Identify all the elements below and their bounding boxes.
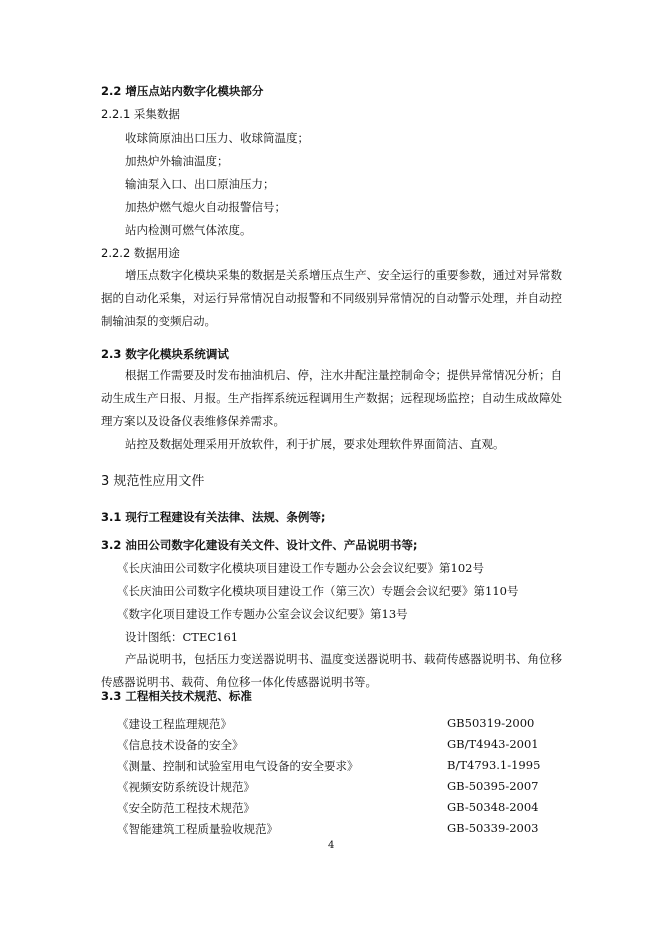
collect-item: 加热炉外输油温度； [125,154,229,168]
product-manual-paragraph: 产品说明书，包括压力变送器说明书、温度变送器说明书、载荷传感器说明书、角位移传感器说明书、载荷、角位移一体化传感器说明书等。 [101,652,562,689]
collect-item: 站内检测可燃气体浓度。 [125,223,252,237]
section-2-2-1-heading: 2.2.1 采集数据 [101,107,180,121]
page-number: 4 [328,840,335,851]
section-2-2-2-heading: 2.2.2 数据用途 [101,246,180,260]
standard-name: 《信息技术设备的安全》 [117,738,244,752]
standard-code: GB-50339-2003 [447,821,539,835]
collect-item: 收球筒原油出口压力、收球筒温度； [125,131,309,145]
standard-name: 《安全防范工程技术规范》 [117,801,255,815]
section-2-2-heading: 2.2 增压点站内数字化模块部分 [101,84,264,98]
collect-item: 输油泵入口、出口原油压力； [125,177,275,191]
section-2-2-2-paragraph: 增压点数字化模块采集的数据是关系增压点生产、安全运行的重要参数，通过对异常数据的自动化采集，对运行异常情况自动报警和不同级别异常情况的自动警示处理，并自动控制输油泵的变频启动。 [101,268,562,328]
section-3-heading: 3 规范性应用文件 [101,474,205,489]
standard-code: GB-50348-2004 [447,800,539,814]
collect-item: 加热炉燃气熄火自动报警信号； [125,200,286,214]
standard-code: GB/T4943-2001 [447,737,539,751]
standard-code: GB50319-2000 [447,716,535,730]
standard-name: 《测量、控制和试验室用电气设备的安全要求》 [117,759,359,773]
section-3-1-heading: 3.1 现行工程建设有关法律、法规、条例等; [101,510,326,524]
section-2-3-paragraph-1: 根据工作需要及时发布抽油机启、停，注水井配注量控制命令；提供异常情况分析；自动生成生产日报、月报。生产指挥系统远程调用生产数据；远程现场监控；自动生成故障处理方案以及设备仪表维修保养需求。 [101,368,562,428]
design-drawing: 设计图纸：CTEC161 [125,630,239,644]
standard-name: 《视频安防系统设计规范》 [117,780,255,794]
document-reference: 《长庆油田公司数字化模块项目建设工作专题办公会会议纪要》第102号 [117,561,484,575]
standard-code: B/T4793.1-1995 [447,758,541,772]
section-2-3-paragraph-2: 站控及数据处理采用开放软件，利于扩展，要求处理软件界面简洁、直观。 [125,437,505,451]
standard-name: 《智能建筑工程质量验收规范》 [117,822,278,836]
standard-code: GB-50395-2007 [447,779,539,793]
standard-name: 《建设工程监理规范》 [117,717,232,731]
section-3-3-heading: 3.3 工程相关技术规范、标准 [101,689,252,703]
section-2-3-heading: 2.3 数字化模块系统调试 [101,347,229,361]
section-3-2-heading: 3.2 油田公司数字化建设有关文件、设计文件、产品说明书等; [101,538,418,552]
document-reference: 《数字化项目建设工作专题办公室会议会议纪要》第13号 [117,607,408,621]
document-reference: 《长庆油田公司数字化模块项目建设工作（第三次）专题会会议纪要》第110号 [117,584,519,598]
